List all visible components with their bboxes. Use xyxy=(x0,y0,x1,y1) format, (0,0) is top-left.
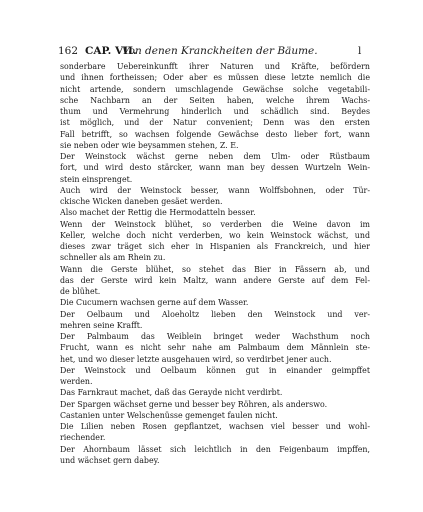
text-line: Die Lilien neben Rosen gepflantzet, wachsen viel besser und wohl- xyxy=(60,422,370,431)
text-line: Der Spargen wächset gerne und besser bey Röhren, als anderswo. xyxy=(60,399,328,409)
text-line: het, und wo dieser letzte ausgehauen wird, so verdirbet jener auch. xyxy=(60,354,332,364)
text-line: sie neben oder wie beysammen stehen, Z. E. xyxy=(60,140,239,150)
text-line: sonderbare Uebereinkunfft ihrer Naturen und Kräfte, befördern xyxy=(60,62,370,71)
chapter-title: Von denen Kranckheiten der Bäume. xyxy=(122,45,318,57)
text-line: Fall betrifft, so wachsen folgende Gewächse desto lieber fort, wann xyxy=(60,129,370,139)
text-line: schneller als am Rhein zu. xyxy=(60,253,166,263)
text-line: Castanien unter Welschenüsse gemenget faulen nicht. xyxy=(60,410,278,420)
text-line: ist möglich, und der Natur convenient; Denn was den ersten xyxy=(60,118,370,128)
text-line: und ihnen fortheissen; Oder aber es müssen diese letzte nemlich die xyxy=(60,73,370,83)
header-mark: l xyxy=(358,45,362,57)
text-line: thum und Vermehrung hinderlich und schädlich sind. Beydes xyxy=(60,107,370,116)
text-line: Der Oelbaum und Aloeholtz lieben den Weinstock und ver- xyxy=(60,309,370,319)
text-line: Wenn der Weinstock blühet, so verderben die Weine davon im xyxy=(60,219,370,229)
text-line: Der Weinstock wächst gerne neben dem Ulm- oder Rüstbaum xyxy=(60,152,370,161)
page-number: 162 xyxy=(58,45,79,57)
text-line: fort, und wird desto stärcker, wann man bey dessen Wurtzeln Wein- xyxy=(60,163,370,173)
text-line: sche Nachbarn an der Seiten haben, welche ihrem Wachs- xyxy=(60,95,370,105)
text-line: de blühet. xyxy=(60,287,101,296)
text-line: nicht artende, sondern umschlagende Gewächse solche vegetabili- xyxy=(60,84,370,94)
text-line: riechender. xyxy=(60,433,106,443)
text-line: Das Farnkraut machet, daß das Gerayde nicht verdirbt. xyxy=(60,388,283,398)
text-line: und wächset gern dabey. xyxy=(60,455,160,465)
text-line: Der Ahornbaum lässet sich leichtlich in den Feigenbaum impffen, xyxy=(60,444,370,454)
text-line: Frucht, wann es nicht sehr nahe am Palmbaum dem Männlein ste- xyxy=(60,343,370,353)
text-line: werden. xyxy=(60,377,93,386)
text-line: dieses zwar träget sich eher in Hispanien als Franckreich, und hier xyxy=(60,242,370,251)
text-line: stein einsprenget. xyxy=(60,174,133,184)
text-line: Wann die Gerste blühet, so stehet das Bier in Fässern ab, und xyxy=(60,264,370,274)
chapter-label: CAP. VII. xyxy=(85,45,137,57)
text-line: Die Cucumern wachsen gerne auf dem Wasser. xyxy=(60,298,249,308)
text-line: das der Gerste wird kein Maltz, wann andere Gerste auf dem Fel- xyxy=(60,275,370,285)
text-line: Der Palmbaum das Weiblein bringet weder Wachsthum noch xyxy=(60,332,370,341)
running-header xyxy=(58,44,366,58)
text-line: Auch wird der Weinstock besser, wann Wolffsbohnen, oder Tür- xyxy=(60,185,370,195)
text-line: Der Weinstock und Oelbaum können gut in einander geimpffet xyxy=(60,365,370,375)
text-line: Also machet der Rettig die Hermodatteln besser. xyxy=(60,208,256,218)
text-line: mehren seine Krafft. xyxy=(60,320,143,330)
text-block xyxy=(60,61,370,466)
text-line: ckische Wicken daneben gesäet werden. xyxy=(60,197,223,206)
text-line: Keller, welche doch nicht verderben, wo kein Weinstock wächst, und xyxy=(60,230,370,240)
